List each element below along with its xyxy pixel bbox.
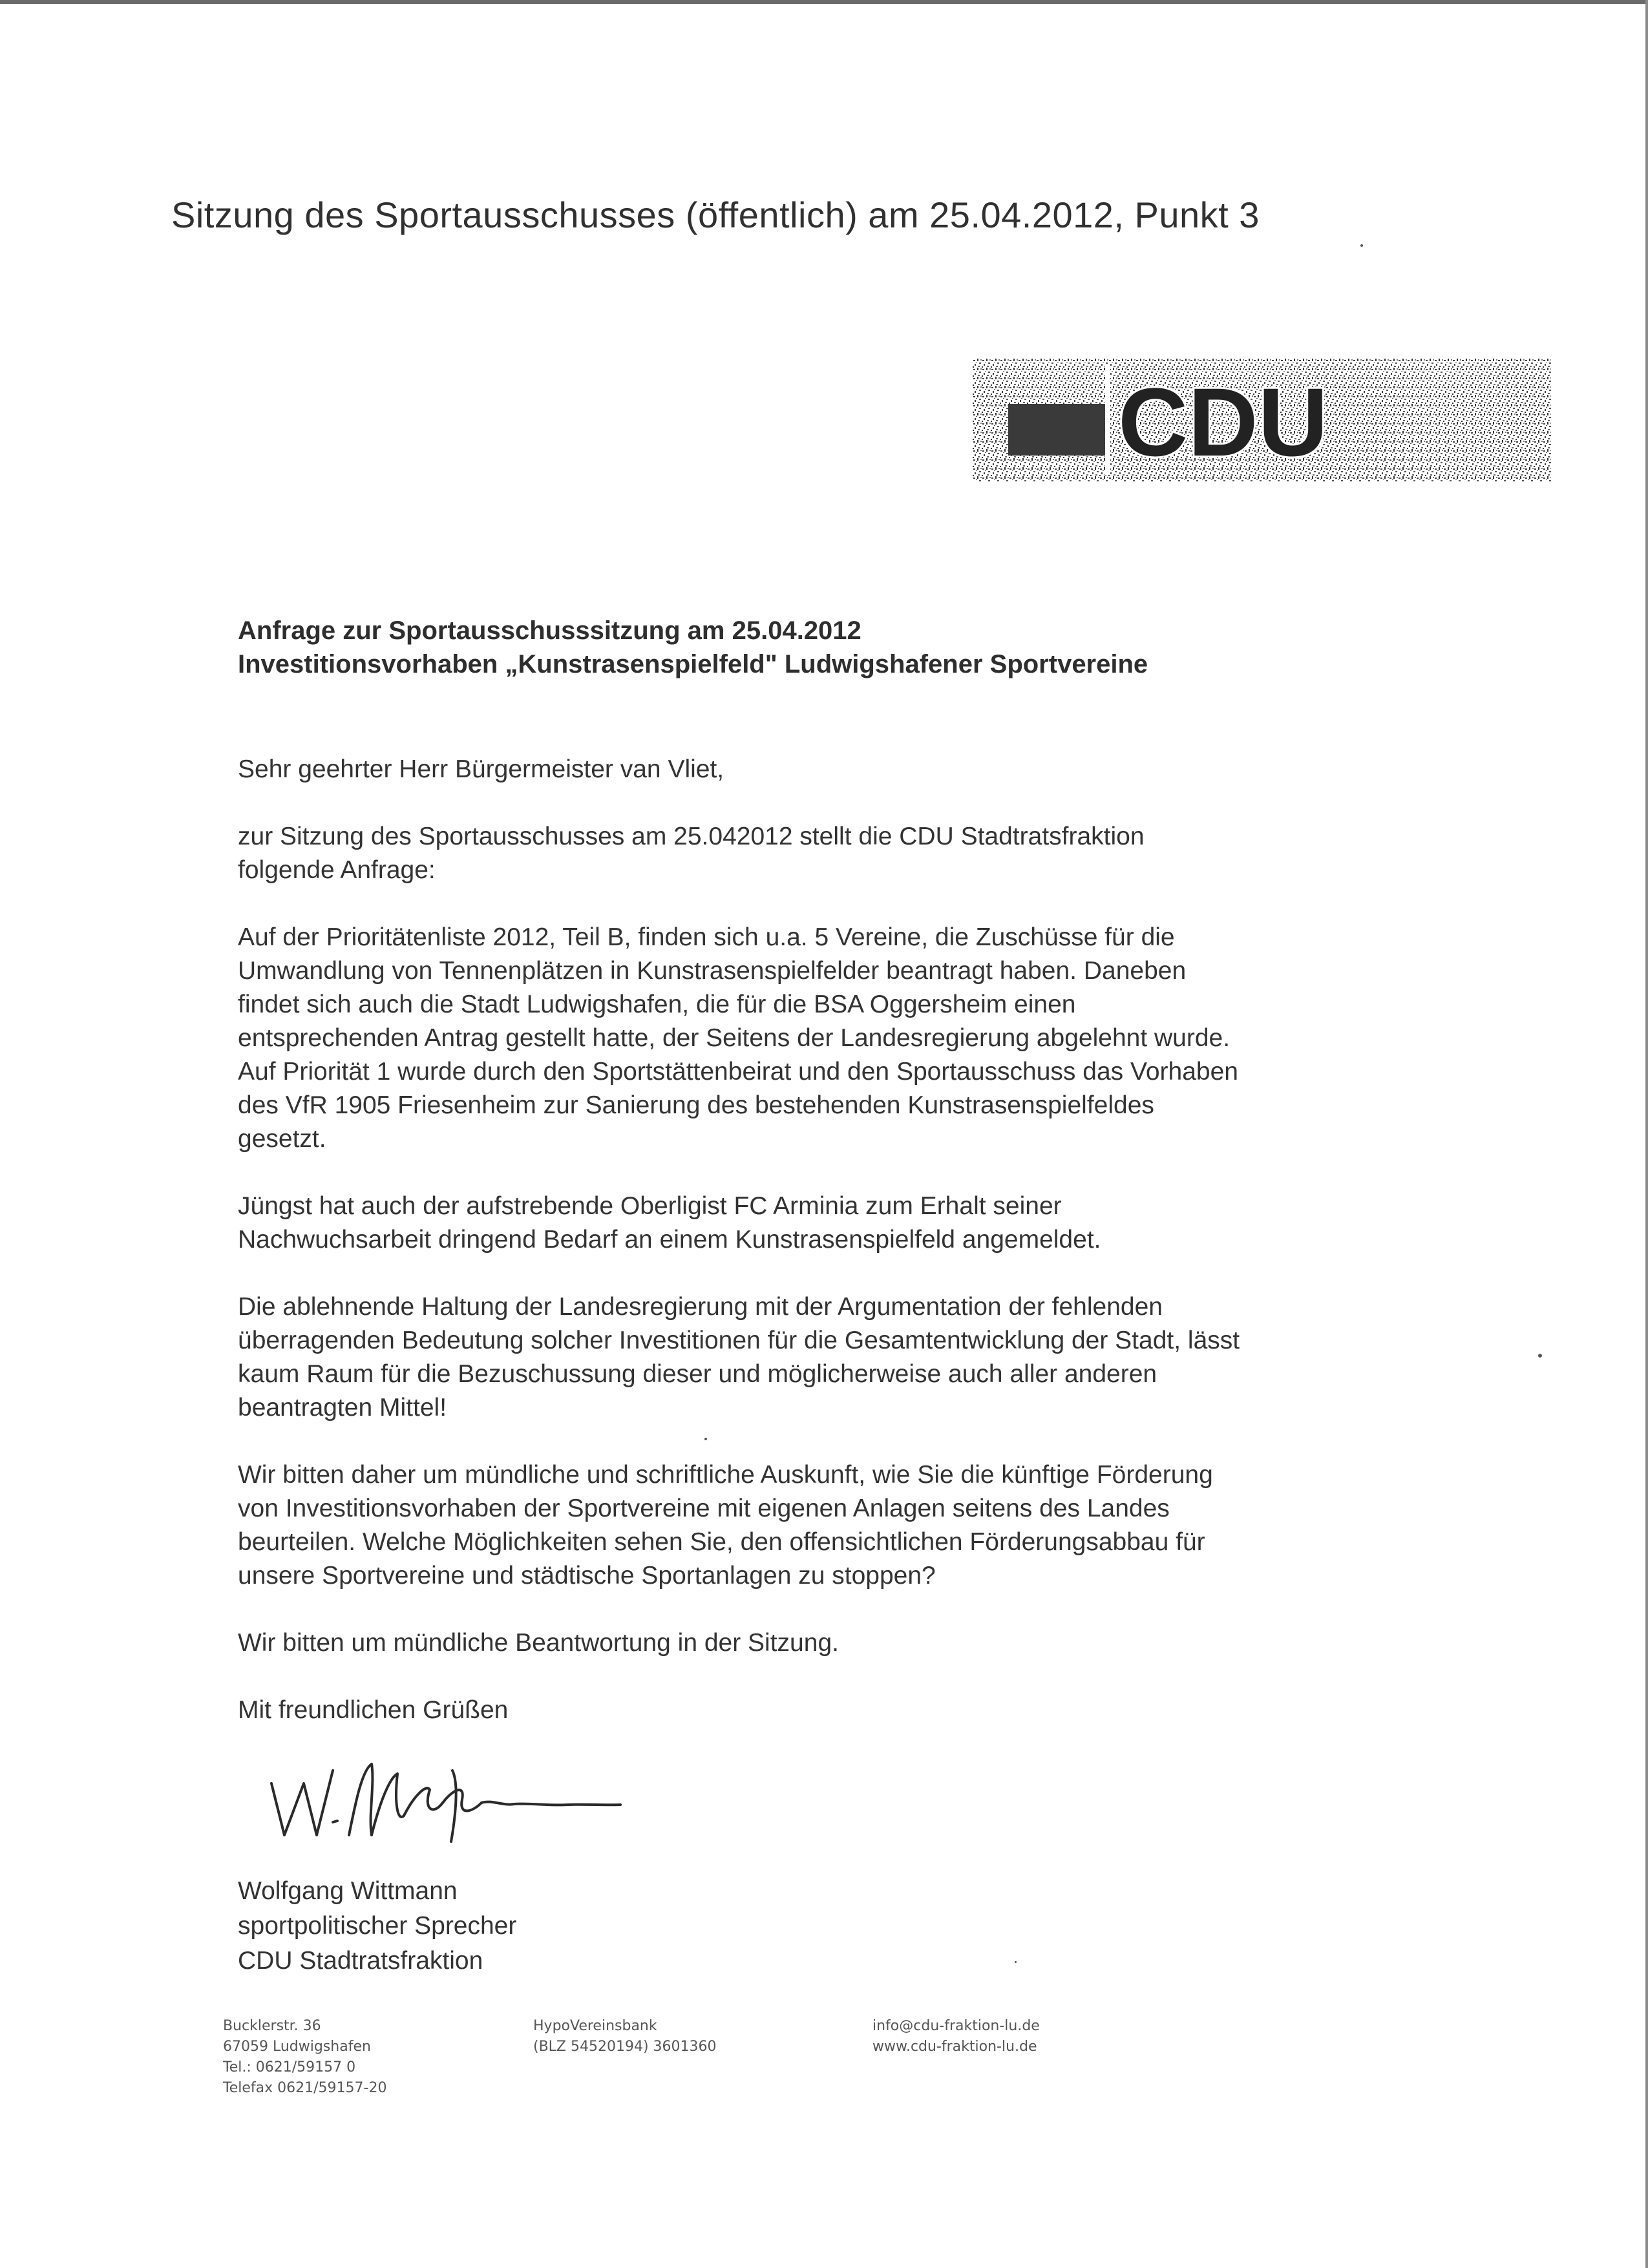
paragraph-line: unsere Sportvereine und städtische Sportanlagen zu stoppen?: [238, 1562, 936, 1590]
paragraph-line: überragenden Bedeutung solcher Investitionen für die Gesamtentwicklung der Stadt, lässt: [238, 1327, 1240, 1354]
footer-line: (BLZ 54520194) 3601360: [533, 2039, 717, 2055]
footer-line: Bucklerstr. 36: [223, 2018, 321, 2034]
salutation: Sehr geehrter Herr Bürgermeister van Vliet,: [238, 755, 724, 783]
scan-speck: [704, 1438, 707, 1440]
paragraph-request: [238, 820, 1466, 887]
paragraph-line: kaum Raum für die Bezuschussung dieser und möglicherweise auch aller anderen: [238, 1360, 1157, 1388]
signer-block: [238, 1874, 819, 1979]
paragraph-priority-list: [238, 921, 1466, 1156]
paragraph-line: Die ablehnende Haltung der Landesregierung mit der Argumentation der fehlenden: [238, 1293, 1163, 1321]
signer-organization: CDU Stadtratsfraktion: [238, 1947, 483, 1975]
paragraph-question: [238, 1458, 1466, 1593]
page-title: Sitzung des Sportausschusses (öffentlich) am 25.04.2012, Punkt 3: [171, 194, 1260, 235]
paragraph-line: Umwandlung von Tennenplätzen in Kunstrasenspielfelder beantragt haben. Daneben: [238, 957, 1187, 985]
paragraph-line: Nachwuchsarbeit dringend Bedarf an einem Kunstrasenspielfeld angemeldet.: [238, 1226, 1101, 1254]
scan-speck: [1015, 1961, 1017, 1963]
scan-edge-right: [1645, 0, 1648, 2268]
scan-speck: [1360, 244, 1363, 247]
closing: [238, 1694, 1466, 1727]
paragraph-line: entsprechenden Antrag gestellt hatte, der Seitens der Landesregierung abgelehnt wurde.: [238, 1024, 1231, 1052]
footer-line: Telefax 0621/59157-20: [223, 2080, 387, 2096]
paragraph-fc-arminia: [238, 1190, 1466, 1257]
letter-body: [238, 753, 1466, 1761]
scan-speck: [1538, 1354, 1542, 1358]
footer-line: info@cdu-fraktion-lu.de: [872, 2018, 1040, 2034]
subject-line-2: Investitionsvorhaben „Kunstrasenspielfeld" Ludwigshafener Sportvereine: [238, 650, 1148, 678]
paragraph-line: von Investitionsvorhaben der Sportvereine mit eigenen Anlagen seitens des Landes: [238, 1495, 1170, 1522]
subject-block: [238, 614, 1466, 681]
paragraph-answer-request: [238, 1626, 1466, 1660]
signer-role: sportpolitischer Sprecher: [238, 1912, 517, 1940]
footer-line: 67059 Ludwigshafen: [223, 2039, 371, 2055]
footer-line: www.cdu-fraktion-lu.de: [872, 2039, 1037, 2055]
paragraph-line: des VfR 1905 Friesenheim zur Sanierung des bestehenden Kunstrasenspielfeldes: [238, 1091, 1154, 1119]
footer-line: Tel.: 0621/59157 0: [223, 2059, 356, 2075]
logo-wordmark: CDU: [1118, 368, 1328, 476]
handwritten-signature: [259, 1745, 627, 1851]
closing-line: Mit freundlichen Grüßen: [238, 1696, 509, 1724]
scan-edge-top: [0, 0, 1648, 4]
paragraph-line: Auf Priorität 1 wurde durch den Sportstättenbeirat und den Sportausschuss das Vorhaben: [238, 1058, 1238, 1086]
paragraph-line: beurteilen. Welche Möglichkeiten sehen Sie, den offensichtlichen Förderungsabbau für: [238, 1528, 1205, 1556]
paragraph-line: folgende Anfrage:: [238, 856, 436, 884]
paragraph-line: Wir bitten daher um mündliche und schriftliche Auskunft, wie Sie die künftige Förderung: [238, 1461, 1213, 1489]
paragraph-line: zur Sitzung des Sportausschusses am 25.042012 stellt die CDU Stadtratsfraktion: [238, 823, 1145, 850]
paragraph-line: gesetzt.: [238, 1125, 326, 1153]
footer-address: [223, 2016, 386, 2099]
footer-contact: [872, 2016, 1040, 2057]
subject-line-1: Anfrage zur Sportausschusssitzung am 25.04.2012: [238, 616, 861, 645]
footer-line: HypoVereinsbank: [533, 2018, 657, 2034]
paragraph-line: beantragten Mittel!: [238, 1394, 447, 1422]
paragraph-line: Auf der Prioritätenliste 2012, Teil B, finden sich u.a. 5 Vereine, die Zuschüsse für die: [238, 923, 1175, 951]
footer-bank: [533, 2016, 717, 2057]
paragraph-line: Jüngst hat auch der aufstrebende Oberligist FC Arminia zum Erhalt seiner: [238, 1192, 1062, 1220]
paragraph-line: findet sich auch die Stadt Ludwigshafen, die für die BSA Oggersheim einen: [238, 991, 1076, 1018]
paragraph-landesregierung: [238, 1290, 1466, 1425]
cdu-logo: [973, 359, 1551, 481]
paragraph-line: Wir bitten um mündliche Beantwortung in der Sitzung.: [238, 1629, 839, 1657]
signer-name: Wolfgang Wittmann: [238, 1877, 458, 1905]
